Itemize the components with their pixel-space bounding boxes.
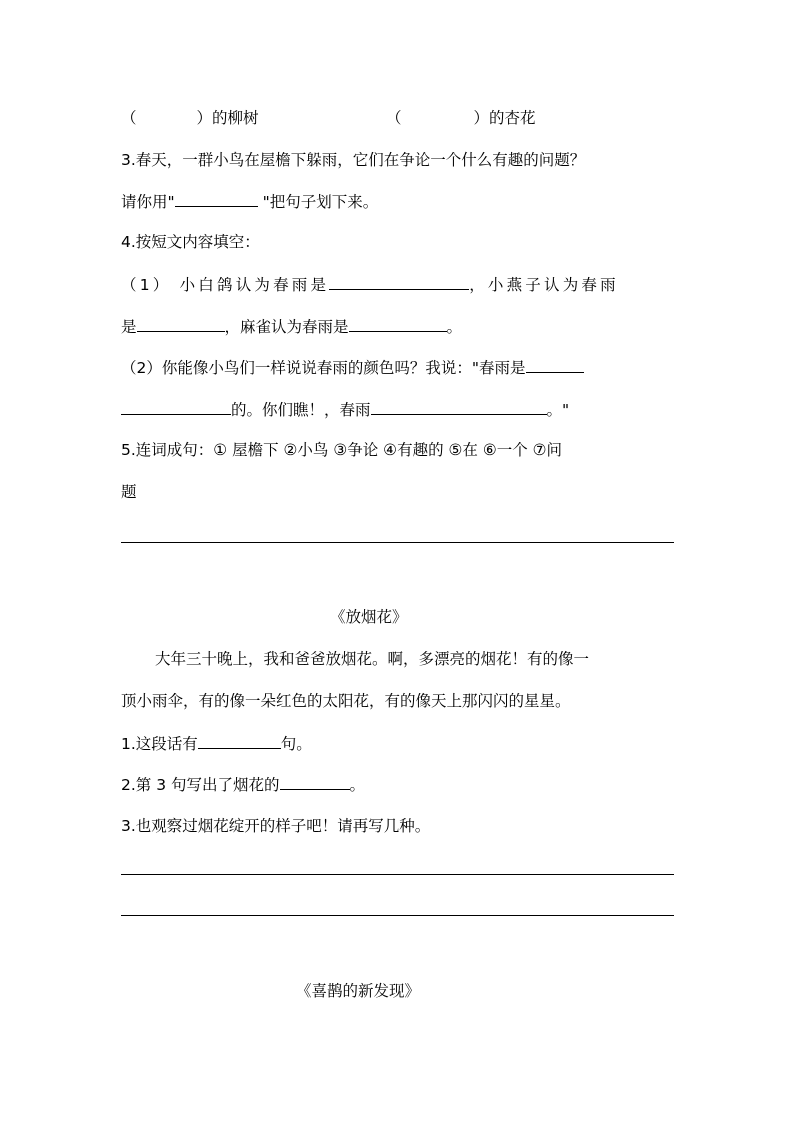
question-4-part-1-prefix: （1） 小白鸽认为春雨是 <box>121 276 330 294</box>
fireworks-question-1 <box>121 732 312 755</box>
fireworks-question-2-prefix: 2.第 3 句写出了烟花的 <box>121 776 280 794</box>
answer-blank[interactable] <box>198 732 281 749</box>
question-4-part-2-prompt: （2）你能像小鸟们一样说说春雨的颜色吗？我说："春雨是 <box>121 359 526 377</box>
question-5-line-2: 题 <box>121 483 137 501</box>
magpie-title: 《喜鹊的新发现》 <box>296 982 421 1000</box>
right-open-paren: （ <box>386 109 402 127</box>
question-3-prefix: 请你用" <box>121 193 175 211</box>
underline-blank[interactable] <box>175 190 258 207</box>
answer-blank[interactable] <box>371 398 547 415</box>
fireworks-question-2-suffix: 。 <box>349 776 366 794</box>
fireworks-question-1-suffix: 句。 <box>280 735 312 753</box>
question-4-part-1-line-1 <box>121 273 619 296</box>
answer-blank[interactable] <box>526 356 584 373</box>
question-4-part-1-start: 是 <box>121 318 137 336</box>
question-3-line-2 <box>121 190 378 213</box>
left-close-paren: ） <box>196 109 213 127</box>
question-4-part-2-line-2 <box>121 398 569 421</box>
fireworks-question-3: 3.也观察过烟花绽开的样子吧！请再写几种。 <box>121 817 431 835</box>
question-4-part-2-middle: 的。你们瞧！，春雨 <box>231 401 371 419</box>
apricot-label: 的杏花 <box>489 109 536 127</box>
answer-blank[interactable] <box>329 273 469 290</box>
answer-line[interactable] <box>121 874 674 875</box>
question-4-part-2-end: 。" <box>546 401 570 419</box>
fireworks-question-2 <box>121 773 365 796</box>
question-4-part-1-middle: ，小燕子认为春雨 <box>469 276 619 294</box>
question-5-line-1: 5.连词成句：① 屋檐下 ②小鸟 ③争论 ④有趣的 ⑤在 ⑥一个 ⑦问 <box>121 441 563 459</box>
question-3-line-1: 3.春天，一群小鸟在屋檐下躲雨，它们在争论一个什么有趣的问题？ <box>121 151 586 169</box>
willow-label: 的柳树 <box>212 109 259 127</box>
answer-blank[interactable] <box>137 315 225 332</box>
question-3-suffix: "把句子划下来。 <box>257 193 379 211</box>
answer-line[interactable] <box>121 915 674 916</box>
left-open-paren: （ <box>121 109 137 127</box>
answer-blank[interactable] <box>121 398 231 415</box>
question-4-heading: 4.按短文内容填空： <box>121 233 260 251</box>
fill-row-right <box>386 107 536 129</box>
fireworks-passage-line-1: 大年三十晚上，我和爸爸放烟花。啊，多漂亮的烟花！有的像一 <box>155 650 590 668</box>
answer-line[interactable] <box>121 542 674 543</box>
fireworks-passage-line-2: 顶小雨伞，有的像一朵红色的太阳花，有的像天上那闪闪的星星。 <box>121 692 571 710</box>
question-4-part-1-sparrow: ，麻雀认为春雨是 <box>224 318 349 336</box>
fireworks-question-1-prefix: 1.这段话有 <box>121 735 198 753</box>
answer-blank[interactable] <box>280 773 350 790</box>
question-4-part-2-line-1 <box>121 356 584 379</box>
fill-row <box>121 107 259 129</box>
fireworks-title: 《放烟花》 <box>330 608 408 626</box>
right-close-paren: ） <box>473 109 490 127</box>
question-4-part-1-end: 。 <box>446 318 463 336</box>
answer-blank[interactable] <box>349 315 447 332</box>
question-4-part-1-line-2 <box>121 315 462 338</box>
